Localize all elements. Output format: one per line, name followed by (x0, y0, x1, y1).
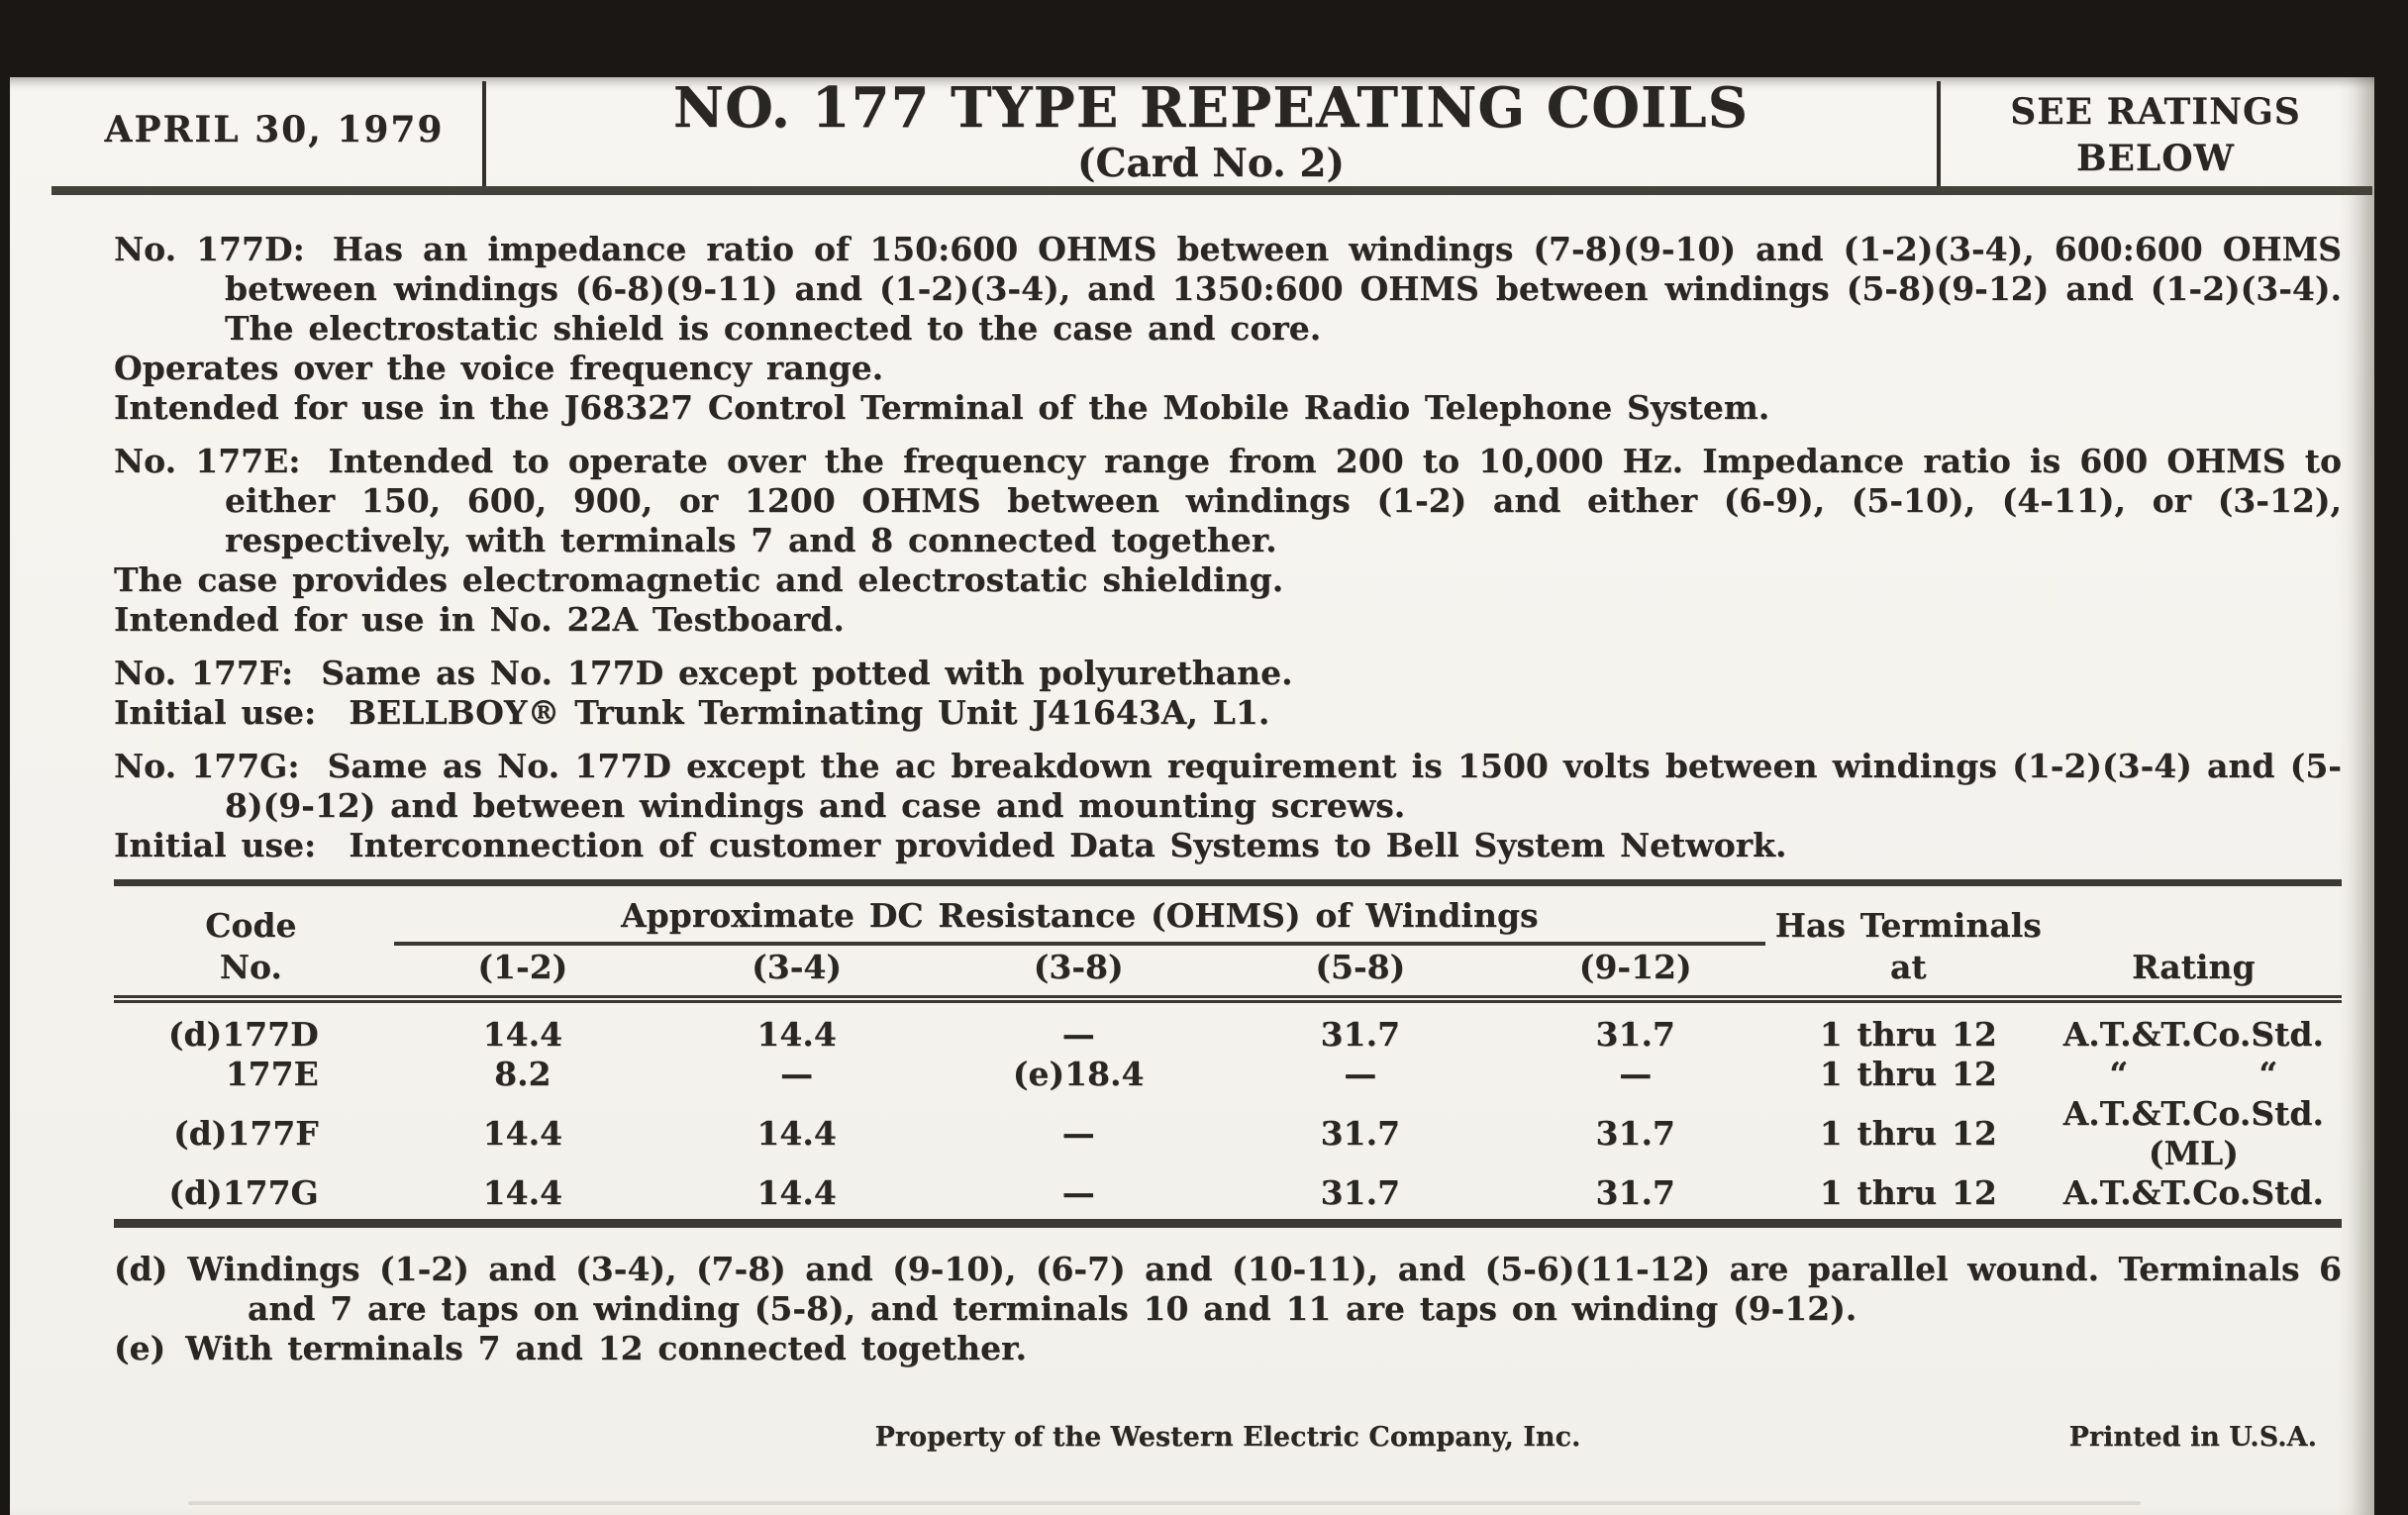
cell-r58: 31.7 (1320, 1015, 1401, 1054)
cell-r38: — (1061, 1114, 1095, 1153)
footer-printed-text: Printed in U.S.A. (2068, 1422, 2317, 1453)
footnote-label: (e) (114, 1329, 166, 1367)
column-header-winding-9-12: (9-12) (1499, 946, 1770, 999)
ratings-note-line2: BELOW (2076, 138, 2235, 179)
cell-rating: A.T.&T.Co.Std.(ML) (2062, 1094, 2324, 1172)
cell-r12: 14.4 (482, 1015, 563, 1054)
note-line: The case provides electromagnetic and electrostatic shielding. (114, 560, 1284, 599)
cell-code: (d)177D (167, 1015, 319, 1054)
paragraph-177f (114, 654, 2342, 693)
column-header-terminals-at: at (1771, 946, 2046, 999)
table-row-177e (114, 1055, 2342, 1094)
footnote-e (114, 1329, 2342, 1368)
cell-r34: — (780, 1055, 814, 1093)
code-label: No. 177F: (114, 654, 294, 692)
cell-code: (d)177F (173, 1114, 319, 1153)
note-line: Operates over the voice frequency range. (114, 349, 884, 387)
column-header-terminals: Has Terminals (1774, 906, 2042, 945)
column-header-rating-spacer (2046, 883, 2342, 947)
cell-r58: 31.7 (1320, 1114, 1401, 1153)
cell-r12: 8.2 (494, 1055, 552, 1093)
cell-r34: 14.4 (756, 1173, 837, 1212)
cell-r12: 14.4 (482, 1173, 563, 1212)
cell-r58: 31.7 (1320, 1173, 1401, 1212)
document-body (114, 230, 2342, 1368)
table-row-177g (114, 1173, 2342, 1224)
cell-r38: (e)18.4 (1012, 1055, 1145, 1093)
cell-code: 177E (225, 1055, 319, 1093)
cell-terminals: 1 thru 12 (1819, 1173, 1997, 1212)
ratings-note (1937, 89, 2374, 182)
document-date: APRIL 30, 1979 (104, 109, 445, 151)
column-header-winding-3-8: (3-8) (936, 946, 1221, 999)
section-177g (114, 747, 2342, 865)
cell-code: (d)177G (168, 1173, 319, 1212)
document-title: NO. 177 TYPE REPEATING COILS (672, 75, 1750, 141)
section-177f (114, 654, 2342, 733)
ratings-note-line1: SEE RATINGS (2010, 91, 2301, 133)
cell-r912: 31.7 (1595, 1114, 1675, 1153)
cell-rating: “ “ (2109, 1055, 2278, 1093)
section-177e (114, 442, 2342, 640)
table-row-177f (114, 1094, 2342, 1173)
scan-artifact (188, 1501, 2141, 1505)
code-label: No. 177E: (114, 442, 301, 480)
footnote-text: With terminals 7 and 12 connected together. (185, 1329, 1028, 1367)
code-description: Same as No. 177D except the ac breakdown requirement is 1500 volts between windings (1-2)(3-4) and (5-8)(9-12) and between windings and case and mounting screws. (225, 747, 2342, 825)
code-description: Intended to operate over the frequency range from 200 to 10,000 Hz. Impedance ratio is 600 OHMS to either 150, 600, 900, or 1200 OHMS between windings (1-2) and either (6-9), (5-10), (4-11), or (3-12), respectively, with terminals 7 and 8 connected together. (225, 442, 2343, 559)
document-subtitle: (Card No. 2) (1077, 141, 1345, 186)
footnote-label: (d) (114, 1250, 168, 1288)
note-line: Initial use: BELLBOY® Trunk Terminating Unit J41643A, L1. (114, 693, 1270, 732)
cell-r34: 14.4 (756, 1114, 837, 1153)
cell-r12: 14.4 (482, 1114, 563, 1153)
footnote-text: Windings (1-2) and (3-4), (7-8) and (9-10), (6-7) and (10-11), and (5-6)(11-12) are parallel wound. Terminals 6 and 7 are taps on winding (5-8), and terminals 10 and 11 are taps on winding (9-12). (187, 1250, 2342, 1328)
code-description: Has an impedance ratio of 150:600 OHMS between windings (7-8)(9-10) and (1-2)(3-4), 600:600 OHMS between windings (6-8)(9-11) and (1-2)(3-4), and 1350:600 OHMS between windings (5-8)(9-12) and (1-2)(3-4). The electrostatic shield is connected to the case and core. (225, 230, 2342, 348)
cell-terminals: 1 thru 12 (1819, 1055, 1997, 1093)
column-header-winding-5-8: (5-8) (1221, 946, 1499, 999)
title-block (495, 77, 1927, 186)
column-header-code-no: No. (114, 946, 388, 999)
cell-terminals: 1 thru 12 (1819, 1114, 1997, 1153)
document-header (10, 77, 2374, 192)
column-header-winding-3-4: (3-4) (657, 946, 936, 999)
dc-resistance-table (114, 879, 2342, 1228)
cell-rating: A.T.&T.Co.Std. (2062, 1015, 2324, 1054)
footnote-d (114, 1250, 2342, 1329)
cell-r912: — (1619, 1055, 1653, 1093)
cell-r38: — (1061, 1015, 1095, 1054)
cell-r38: — (1061, 1173, 1095, 1212)
section-177d (114, 230, 2342, 428)
code-label: No. 177G: (114, 747, 300, 785)
code-label: No. 177D: (114, 230, 305, 268)
footnotes (114, 1250, 2342, 1368)
paragraph-177d (114, 230, 2342, 349)
cell-terminals: 1 thru 12 (1819, 1015, 1997, 1054)
table-group-header: Approximate DC Resistance (OHMS) of Windings (388, 883, 1771, 947)
cell-rating: A.T.&T.Co.Std. (2062, 1173, 2324, 1212)
column-header-rating: Rating (2046, 946, 2342, 999)
footer-property-text: Property of the Western Electric Company, Inc. (874, 1422, 1581, 1453)
paragraph-177e (114, 442, 2342, 560)
note-line: Intended for use in No. 22A Testboard. (114, 600, 845, 639)
header-divider-left (482, 81, 486, 190)
paragraph-177g (114, 747, 2342, 826)
header-rule (51, 186, 2372, 195)
code-description: Same as No. 177D except potted with polyurethane. (321, 654, 1293, 692)
cell-r912: 31.7 (1595, 1173, 1675, 1212)
note-line: Intended for use in the J68327 Control Terminal of the Mobile Radio Telephone System. (114, 388, 1770, 427)
note-line: Initial use: Interconnection of customer provided Data Systems to Bell System Network. (114, 826, 1787, 864)
cell-r34: 14.4 (756, 1015, 837, 1054)
column-header-winding-1-2: (1-2) (388, 946, 657, 999)
cell-r912: 31.7 (1595, 1015, 1675, 1054)
table-row-177d (114, 999, 2342, 1055)
cell-r58: — (1344, 1055, 1377, 1093)
column-header-code: Code (205, 906, 297, 945)
